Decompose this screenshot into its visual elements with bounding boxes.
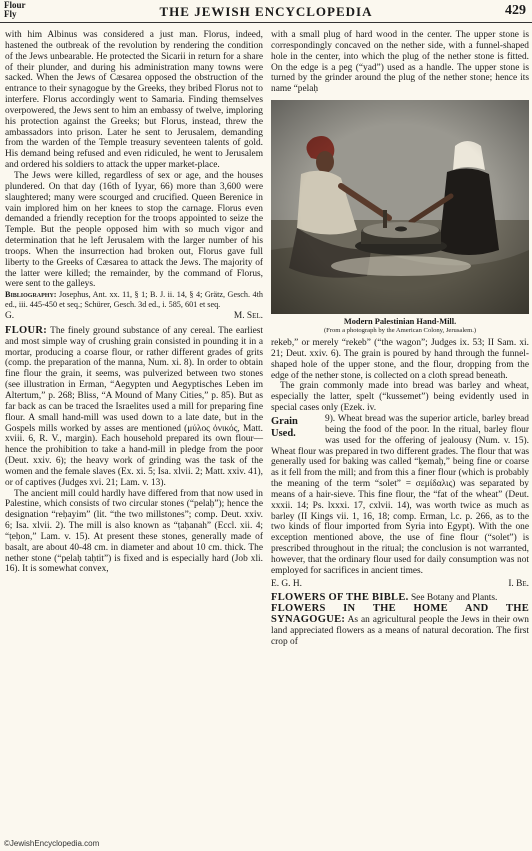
left-column: [5, 30, 263, 575]
grain-used-sidenote: Grain Used.: [271, 415, 298, 439]
florus-paragraph-1: with him Albinus was considered a just man. Florus, indeed, hastened the outbreak of the revolution by rendering the condition of the Jews unbearable. He protected the Sicarii in return for a share of their plunder, and during his administration many towns were sacked. When the Jews of Cæsarea opposed the obstruction of the entrance to their synagogue by the Greeks, they bribed Florus not to interfere. Florus accordingly went to Samaria. Finding themselves overpowered, the Jews sent to him an embassy of twelve, imploring his protection against the Greeks; but Florus, instead, threw the ambassadors into prison. Later he sent to Jerusalem, demanding from the warden of the Temple treasury seventeen talents of gold. His demand being refused and even ridiculed, he went to Jerusalem and ordered his soldiers to attack the upper market-place.: [5, 30, 263, 171]
flowers-bible-heading: FLOWERS OF THE BIBLE.: [271, 592, 409, 604]
grain-text: 9). Wheat bread was the superior article, barley bread being the food of the poor. In the ritual, barley flour was used for the offering of jealousy (Num. v. 15). Wheat flour was prepared in two different grades. The flour that was generally used for baking was called “ḳemaḥ,” being fine or coarse as it fell from the mill; and from this a finer flour (which is probably the meaning of the term “solet” = σεμίδαλις) was separated by means of a hair-sieve. This fine flour, the “fat of the wheat” (Deut. xxxii. 14; Ps. lxxxi. 17, cxlvii. 14), was worth twice as much as barley (II Kings vii. 1, 16, 18; comp. Erman, l.c. p. 266, as to the two kinds of flour imported from Syria into Egypt). With the one exception mentioned above, the use of fine flour (“solet”) is prescribed throughout in the ritual; the conclusion is not warranted, however, that the ordinary flour used for daily consumption was not employed for sacrifices in ancient times.: [271, 413, 529, 576]
flowers-home-entry: [271, 604, 529, 647]
photo-caption: Modern Palestinian Hand-Mill.: [343, 317, 457, 327]
flowers-bible-crossref: See Botany and Plants.: [408, 593, 498, 604]
hand-mill-photograph: [271, 100, 529, 314]
hand-mill-illustration: [271, 100, 529, 314]
signature-author: M. Sel.: [233, 311, 263, 322]
right-column: [271, 30, 529, 648]
flour-paragraph-2: The ancient mill could hardly have differed from that now used in Palestine, which consists of two circular stones (“pelaḥ”); hence the designation “reḥayim” (lit. “the two millstones”; comp. Deut. xxiv. 6; Isa. xlvii. 2). The mill is also known as “ṭaḥanah” (Eccl. xii. 4; “ṭeḥon,” Lam. v. 15). At present these stones, generally made of basalt, are about 40-48 cm. in diameter and about 10 cm. thick. The nether stone (“pelaḥ taḥtit”) is fixed and is especially hard (Job xli. 16). It is somewhat convex,: [5, 488, 263, 575]
signature-flour: [271, 579, 529, 590]
flowers-home-text: As an agricultural people the Jews in their own land appreciated flowers as a means of natural decoration. The first crop of: [271, 615, 529, 647]
flowers-home-heading: FLOWERS IN THE HOME AND THE SYNAGOGUE:: [271, 603, 529, 626]
page-number: 429: [505, 3, 526, 18]
photo-credit: (From a photograph by the American Colony, Jerusalem.): [323, 327, 477, 335]
florus-paragraph-2: The Jews were killed, regardless of sex or age, and the houses plundered. On that day (16th of Iyyar, 66) more than 3,600 were slaughtered; many were scourged and crucified. Queen Berenice in vain implored him on her knees to stop the carnage. Florus even demanded a friendly reception for the troops appointed to seize the Temple. But the people opposed him with so much vigor and determination that he left Jerusalem with the larger number of his troops. When the insurrection had broken out, Florus gave full liberty to the Greeks of Cæsarea to attack the Jews. The majority of the latter were killed; the remainder, by the command of Florus, were sent to the galleys.: [5, 170, 263, 290]
page-title: THE JEWISH ENCYCLOPEDIA: [159, 4, 373, 19]
bibliography: [5, 290, 263, 309]
mill-paragraph-2: rekeb,” or merely “rekeb” (“the wagon”; Judges ix. 53; II Sam. xi. 21; Deut. xxiv. 6). The grain is poured by hand through the funnel-shaped hole of the upper stone, and the flour, dropping from the edge of the nether stone, is collected on a cloth spread beneath.: [271, 338, 529, 381]
flour-heading: FLOUR:: [5, 324, 48, 336]
mill-paragraph-1: with a small plug of hard wood in the center. The upper stone is correspondingly concaved on the nether side, with a funnel-shaped hole in the center, into which the plug of the nether stone is fitted. On the edge is a peg (“yad”) used as a handle. The upper stone is turned by the grinder around the plug of the nether stone; hence its name “pelaḥ: [271, 30, 529, 95]
running-head-top: Flour: [4, 0, 26, 10]
page-header: [0, 0, 532, 23]
flour-text: The finely ground substance of any cereal. The earliest and most simple way of crushing grain consisted in pounding it in a mortar, producing a coarse flour, or rather different grades of grits (comp. the preparation of the manna, Num. xi. 8). In order to obtain fine flour the grain, it seems, was pulverized between two stones (see illustration in Erman, “Aegypten und Aegyptisches Leben im Altertum,” p. 268; Bliss, “A Mound of Many Cities,” p. 85). But as far back as can be traced the Israelites used a mill for preparing fine flour. A small hand-mill was used down to a late date, but in the Gospels mills worked by asses are mentioned (μύλος ὀνικός, Matt. xviii. 6, R. V., margin). Each household prepared its own flour—hence the prohibition to take a hand-mill in pledge from the poor (Deut. xxiv. 6); the heavy work of grinding was the task of the women and the female slaves (Ex. xi. 5; Isa. xlvii. 2; Matt. xxiv. 41), or of captives (Judges xvi. 21; Lam. v. 13).: [5, 325, 263, 488]
signature-initials: E. G. H.: [271, 578, 302, 589]
signature-author: I. Be.: [508, 578, 529, 589]
bibliography-label: Bibliography:: [5, 290, 57, 300]
bibliography-text: Josephus, Ant. xx. 11, § 1; B. J. ii. 14, § 4; Grätz, Gesch. 4th ed., iii. 445-450 et seq.; Schürer, Gesch. 3d ed., i. 585, 601 et seq.: [5, 290, 263, 309]
signature-initials: G.: [5, 311, 15, 322]
flour-paragraph-1: [5, 326, 263, 489]
copyright-watermark: ©JewishEncyclopedia.com: [4, 839, 100, 848]
grain-paragraph-2: [271, 414, 529, 577]
running-head-bottom: Fly: [4, 9, 17, 19]
signature-florus: [5, 311, 263, 322]
grain-paragraph-1: The grain commonly made into bread was barley and wheat, especially the latter, spelt (“kussemet”) being evidently used in special cases only (Ezek. iv.: [271, 381, 529, 414]
